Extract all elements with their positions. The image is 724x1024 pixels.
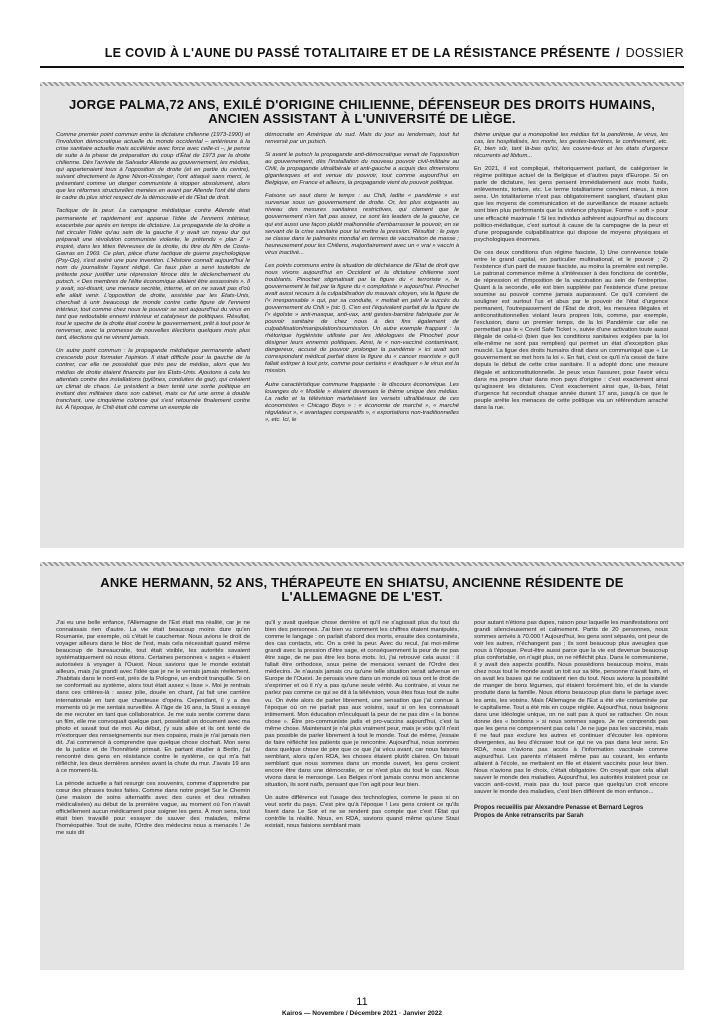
paragraph: Si avant le putsch la propagande anti-démocratique venait de l'opposition au gouvernement, dès l'installation du nouveau pouvoir civil-militaire au Chili, la propagande ultralibérale et anti-gauche a acquis des dimensions gigantesques et est venue du pouvoir, tout comme aujourd'hui en Belgique, en France et ailleurs, la propagande vient du pouvoir politique. [265, 152, 459, 187]
article-column-2 [265, 620, 459, 962]
issue-footer: Kairos — Novembre / Décembre 2021 · Janvier 2022 [281, 1010, 443, 1017]
article-title: ANKE HERMANN, 52 ANS, THÉRAPEUTE EN SHIATSU, ANCIENNE RÉSIDENTE DE L'ALLEMAGNE DE L'EST. [100, 575, 624, 604]
paragraph: Les points communs entre la situation de déchéance de l'État de droit que nous vivons aujourd'hui en Occident et la dictature chilienne sont troublants. Pinochet stigmatisait par la figure du « terroriste », le gouvernement le fait par la figure du « complotiste » aujourd'hui. Pinochet avait aussi recours à la culpabilisation du mauvais citoyen, via la figure de l'« irresponsable » qui, par sa conduite, « mettait en péril le succès du gouvernement du Chili » (sic !). C'en est l'équivalent parfait de la figure de l'« égoïste » anti-masque, anti-vax, anti gestes-barrière fabriquée par le pouvoir sanitaire de chez nous à des fins également de culpabilisation/manipulation/soumission. Un autre exemple frappant : la rhétorique hygiéniste utilisée par les idéologues de Pinochet pour désigner leurs ennemis politiques. Ainsi, le « non-vacciné contaminant, dangereux, accusé de pouvoir prolonger la pandémie » ici avait son correspondant médical parfait dans la figure du « cancer marxiste » qu'il fallait extirper à tout prix, comme pour certains « éradiquer » le virus est la mission. [265, 262, 459, 375]
paragraph: De ces deux conditions d'un régime fasciste, 1) Une connivence totale entre le grand capital, en particulier multinational, et le pouvoir ; 2) l'existence d'un parti de masse fasciste, au moins la première est remplie. Le patronat commence même à s'intéresser à des fonctions de contrôle, de répression et d'imposition de la vaccination au sein de l'entreprise. Quant à la seconde, elle est bien suppléée par l'existence d'une presse soumise au pouvoir comme jamais auparavant. Ce qu'il convient de souligner est surtout l'us et abus par le pouvoir de l'état d'urgence permanent, l'outrepassement de l'État de droit, les mesures illégales et anticonstitutionnelles violant leurs propres lois, comme, par exemple, l'exclusion, dans un premier temps, de la loi Pandémie car elle ne permettait pas le « Covid Safe Ticket », suivie d'une activation toute aussi illégale de celui-ci (bien que les conditions sanitaires exigées par la loi elle-même ne sont pas remplies) qui permet un état d'exception plus musclé. La ligue des droits humains dirait dans un communiqué que « Le gouvernement se met hors la loi ». En fait, c'est ce qu'il n'a cessé de faire depuis le début de cette crise sanitaire. Il a adopté donc une mesure illégale et anticonstitutionnelle. Je peux vous l'assurer, pour l'avoir vécu dans ma propre chair dans mon pays d'origine : c'est exactement ainsi qu'agissent les dictatures. C'est exactement ainsi que, là-bas, l'état d'urgence fut reconduit chaque année durant 17 ans, jusqu'à ce que le peuple arrête les menaces de cette politique via un référendum arraché dans la rue. [474, 249, 668, 411]
paragraph: pour autant n'étions pas dupes, raison pour laquelle les manifestations ont grandi silencieusement et calmement. Partis de 20 personnes, nous sommes arrivés à 70.000 ! Aujourd'hui, les gens sont séparés, ont peur de voir les autres, n'échangent pas ; ils sont beaucoup plus aveugles que nous à l'époque. Peut-être aussi parce que la vie est devenue beaucoup plus confortable, on n'agit plus, on ne réfléchit plus. Dans le communisme, il y avait des aspects positifs. Nous possédions beaucoup moins, mais chez nous tout le monde avait un toit sur sa tête, personne n'avait faim, et on avait les bases qui ne coûtaient rien du tout. Nous avions la possibilité de manger de bons légumes, qui étaient forcément bio, et de la viande produite dans la famille. Nous étions beaucoup plus dans le partage avec les amis, les voisins. Mais l'Allemagne de l'Est a été vite contaminée par le capitalisme. Tout a été mis en coupe réglée. Aujourd'hui, nous baignons dans une idéologie unique, on ne sait pas à quoi se rattacher. On nous donne des « bonbons » si nous sommes sages. Je ne comprends pas que les gens ne comprennent pas cela ! Je ne juge pas les vaccinés, mais il ne faut pas exclure les autres et continuer d'écouter les opinions divergentes, au lieu d'écraser tout ce qui ne va pas dans leur sens. En RDA, nous n'avions pas accès à l'information vaccinale comme aujourd'hui. Les parents n'étaient même pas au courant, les enfants allaient à l'école, se mettaient en file et étaient vaccinés pour leur bien. Nous n'avions pas le choix, c'était obligatoire. On croyait que cela allait sauver le monde des maladies. Aujourd'hui, les autorités insistent pour ce vaccin anti-covid, mais pas du tout parce que quelqu'un croit encore sauver le monde des maladies, c'est bien différent de mon enfance... [474, 620, 668, 796]
article-column-3 [474, 132, 668, 540]
article-columns [56, 620, 668, 962]
paragraph: Faisons un saut dans le temps : au Chili, ladite « pandémie » est survenue sous un gouvernement de droite. Or, les plus exigeants au niveau des mesures sanitaires restrictives, qui clament que le gouvernement n'en fait pas assez, ce sont les leaders de la gauche, ce qui est aussi une façon plutôt malhonnête d'embarrasser le pouvoir, en se servant de la crise sanitaire pour lui mettre la pression. Résultat : le pays se classe dans le palmarès mondial en termes de vaccination de masse ; heureusement pour les Chiliens, majoritairement avec un « vrai » vaccin à virus inactivé... [265, 193, 459, 256]
paragraph: Un autre point commun : la propagande médiatique permanente allant crescendo pour formater l'opinion. Il était difficile pour la gauche de la contrer, car elle ne possédait que très peu de médias, alors que les médias de droite étaient financés par les États-Unis. Ajoutons à cela les attentats contre des installations (pylônes, conduites de gaz), qui créaient un climat de chaos. Le président a bien tenté une sortie politique en invitant des militaires dans son cabinet, mais ce fut une arme à double tranchant, une cinquième colonne qui s'est retournée finalement contre lui. À l'époque, le Chili était cité comme un exemple de [56, 348, 250, 411]
article-column-1 [56, 132, 250, 540]
paragraph: J'ai eu une belle enfance, l'Allemagne de l'Est était ma réalité, car je ne connaissais rien d'autre. La vie était beaucoup moins dure qu'en Roumanie, par exemple, où c'était le cauchemar. Nous avions le droit de voyager ailleurs dans le bloc de l'est, mais cela nécessitait quand même beaucoup de bureaucratie, tout était visible, les autorités savaient systématiquement où nous étions. Certaines personnes « sages » étaient autorisées à voyager à l'Ouest. Nous savions que le monde existait ailleurs, mais j'ai grandi avec l'idée que je ne le verrais jamais réellement. J'habitais dans le nord-est, près de la Pologne, un endroit tranquille. Si on se conformait au système, alors tout était assez « lisse ». Moi je rentrais dans ces critères-là : assez jolie, douée en chant, j'ai fait une carrière internationale en tant que chanteuse d'opéra. Cependant, il y a des moments où je me sentais surveillée. À l'âge de 16 ans, la Stasi a essayé de me recruter en tant que collaboratrice. Je me suis sentie comme dans un film, elle me convoquait quelque part, possédait un document avec ma photo et savait tout de moi. Au début, j'y suis allée et ils ont tenté de m'extorquer des renseignements sur mes copains, mais je n'ai jamais rien dit. J'ai commencé à comprendre que quelque chose clochait. Mon sens de la justice et de l'honnêteté primait. En partant étudier à Berlin, j'ai rencontré des gens en résistance contre le système, ce qui m'a fait réfléchir, les deux dernières années avant la chute du mur. J'avais 19 ans à ce moment-là. [56, 620, 250, 774]
article-column-1 [56, 620, 250, 962]
paragraph: qu'il y avait quelque chose derrière et qu'il ne s'agissait plus du tout du bien des personnes. J'ai bien vu comment les chiffres étaient manipulés, comme le langage : on parlait d'abord des morts, ensuite des contaminés, des cas contacts, etc. On a créé la peur. Avec du recul, j'ai moi-même grandi avec la pression d'être sage, et conséquemment la peur de ne pas être sage, de ne pas être les bons mots. Ici, j'ai retrouvé cela aussi : il fallait être orthodoxe, sous peine de menaces venant de l'Ordre des médecins. Je n'aurais jamais cru qu'une telle situation serait advenue en Europe de l'Ouest. Je pensais vivre dans un monde où tous ont le droit de s'exprimer et où il n'y a pas qu'une seule vérité. Au contraire, si vous ne parlez pas comme ce qui se dit à la télévision, vous êtes fous tout de suite vu. On évite alors de parler librement, une sensation que j'ai connue à l'époque où on ne parlait pas aux voisins, sauf si on les connaissait intimement. Mon éducation m'inculquait la peur de ne pas dire « la bonne chose ». Être pro-communiste jadis et pro-vaccins aujourd'hui, c'est la même chose. Maintenant je n'ai plus vraiment peur, mais je vois qu'il n'est pas possible de parler librement à tout le monde. Tout de même, j'essaie de faire réfléchir les patients que je rencontre. Aujourd'hui, nous sommes dans quelque chose de pire que ce que j'ai vécu avant, car nous faisons semblant, alors qu'en RDA, les choses étaient plutôt claires. On faisait semblant que nous sommes dans un monde ouvert, les gens croient encore être dans une démocratie, or ce n'est plus du tout le cas. Nous vivons dans le mensonge. Les Belges n'ont jamais connu mon ancienne situation, ils sont naïfs, pensant que l'on agit pour leur bien. [265, 620, 459, 789]
credit-line: Propos recueillis par Alexandre Penasse et Bernard Legros [474, 805, 644, 812]
article-title: JORGE PALMA,72 ANS, EXILÉ D'ORIGINE CHILIENNE, DÉFENSEUR DES DROITS HUMAINS, ANCIEN ASSISTANT À L'UNIVERSITÉ DE LIÈGE. [68, 97, 656, 126]
header-section: DOSSIER [625, 46, 684, 60]
paragraph: Comme premier point commun entre la dictature chilienne (1973-1990) et l'involution démocratique actuelle du monde occidental – antérieure à la crise sanitaire actuelle mais accélérée avec force avec celle-ci –, je pense de suite à la phase de préparation du coup d'État de 1973 par la droite chilienne. Dès l'arrivée de Salvador Allende au gouvernement, les médias, qui appartenaient tous à l'opposition de droite (et en partie du centre), suivant directement la ligne Nixon-Kissinger, l'ont attaqué sans merci, le présentant comme un danger communiste à stopper absolument, alors que les réformes structurelles menées en avant par Allende l'ont été dans le cadre du plus strict respect de la démocratie et de l'État de droit. [56, 132, 250, 202]
paragraph: Autre caractéristique commune frappante : le discours économique. Les louanges du « Modèle » étaient devenues le thème unique des médias. La radio et la télévision martelaient les versets ultralibéraux de ces économistes « Chicago Boys » : « économie de marché », « marché régulateur », « avantages comparatifs », « exportations non-traditionnelles », etc. Ici, le [265, 381, 459, 423]
paragraph: La période actuelle a fait resurgir ces souvenirs, comme d'apprendre par cœur des phrases toutes faites. Comme dans notre projet Sur le Chemin (une maison de soins alternatifs avec des cures et des retraites médicalisées) au début de la première vague, au moment où l'on n'avait officiellement aucun médicament pour soigner les gens. À mon sens, tout était bien travaillé pour essayer de sauver des malades, même l'homéopathie. Tout de suite, l'Ordre des médecins nous a menacés ! Je me suis dit [56, 781, 250, 837]
article-column-3 [474, 620, 668, 962]
paragraph: Un autre différence est l'usage des technologies, comme le pass si on veut sortir du pays. C'est pire qu'à l'époque ! Les gens croient ce qu'ils lisent dans Le Soir et ne se rendent pas compte que c'est l'État qui contrôle la réalité. Nous, en RDA, savions quand même qu'une Stasi existait, nous faisions semblant mais [265, 795, 459, 830]
header-title: LE COVID À L'AUNE DU PASSÉ TOTALITAIRE ET DE LA RÉSISTANCE PRÉSENTE [104, 46, 611, 60]
article-jorge-palma [40, 82, 684, 548]
paragraph: En 2021, il est compliqué, rhétoriquement parlant, de catégoriser le régime politique actuel de la Belgique et d'autres pays d'Europe. Si on parle de dictature, les gens pensent immédiatement aux mots fusils, enlèvements, torture, etc. Le terme totalitarisme convient mieux, à mon sens. Un totalitarisme n'est pas obligatoirement sanglant, d'autant plus que les moyens de communication et de surveillance de masse actuels sont bien plus performants que la violence physique. Forme « soft » pour une efficacité maximale ! Si les individus adhèrent aujourd'hui au discours politico-médiatique, c'est surtout à cause de la campagne de la peur et d'une propagande culpabilisatrice qui dispose de moyens physiques et psychologiques énormes. [474, 166, 668, 243]
article-column-2 [265, 132, 459, 540]
paragraph: Tactique de la peur. La campagne médiatique contre Allende était permanente et rapidement est apparue l'idée de l'ennemi intérieur, exacerbée par après en temps de dictature. La propagande de la droite a fait circuler l'idée qu'au sein de la gauche il y avait un noyau dur qui préparait une révolution communiste violente, le prétendu « plan Z » inspiré, dans les têtes fiévreuses de la droite, du titre du film de Costa-Gavras en 1969. Ce plan, pièce d'une tactique de guerre psychologique (Psy-Op), s'est avéré une pure invention. L'Histoire connaît aujourd'hui le nom du journaliste l'ayant rédigé. Ce faux plan a servi toutefois de prétexte pour justifier une répression féroce dès le déclenchement du putsch. « Des membres de l'élite économique allaient être assassinés ». Il y avait, soi-disant, une menace secrète, interne, et on ne savait pas d'où elle allait venir. L'opposition de droite, assistée par les États-Unis, cherchait à unir beaucoup de monde contre cette figure de l'ennemi intérieur, tout comme chez nous le pouvoir se sert aujourd'hui du virus en tant que redoutable ennemi intérieur et catalyseur de politiques. Résultat, tout le spectre de la droite était contre le gouvernement, prêt à tout pour le renverser, avec la promesse de nouvelles élections quelques mois plus tard, élections qui ne vinrent jamais. [56, 208, 250, 342]
credits [474, 804, 668, 820]
paragraph: démocratie en Amérique du sud. Mais du jour au lendemain, tout fut renversé par un putsch. [265, 132, 459, 146]
article-anke-hermann [40, 562, 684, 970]
header-rule [40, 66, 684, 68]
article-columns [56, 132, 668, 540]
paragraph: thème unique qui a monopolisé les médias fut la pandémie, le virus, les cas, les hospitalisés, les morts, les gestes-barrières, le confinement, etc. Et, bien sûr, tant là-bas qu'ici, les couvre-feux et les états d'urgence récurrents ad libitum... [474, 132, 668, 160]
page-number: 11 [356, 996, 368, 1008]
credit-line: Propos de Anke retranscrits par Sarah [474, 813, 584, 820]
header-separator: / [616, 46, 620, 60]
